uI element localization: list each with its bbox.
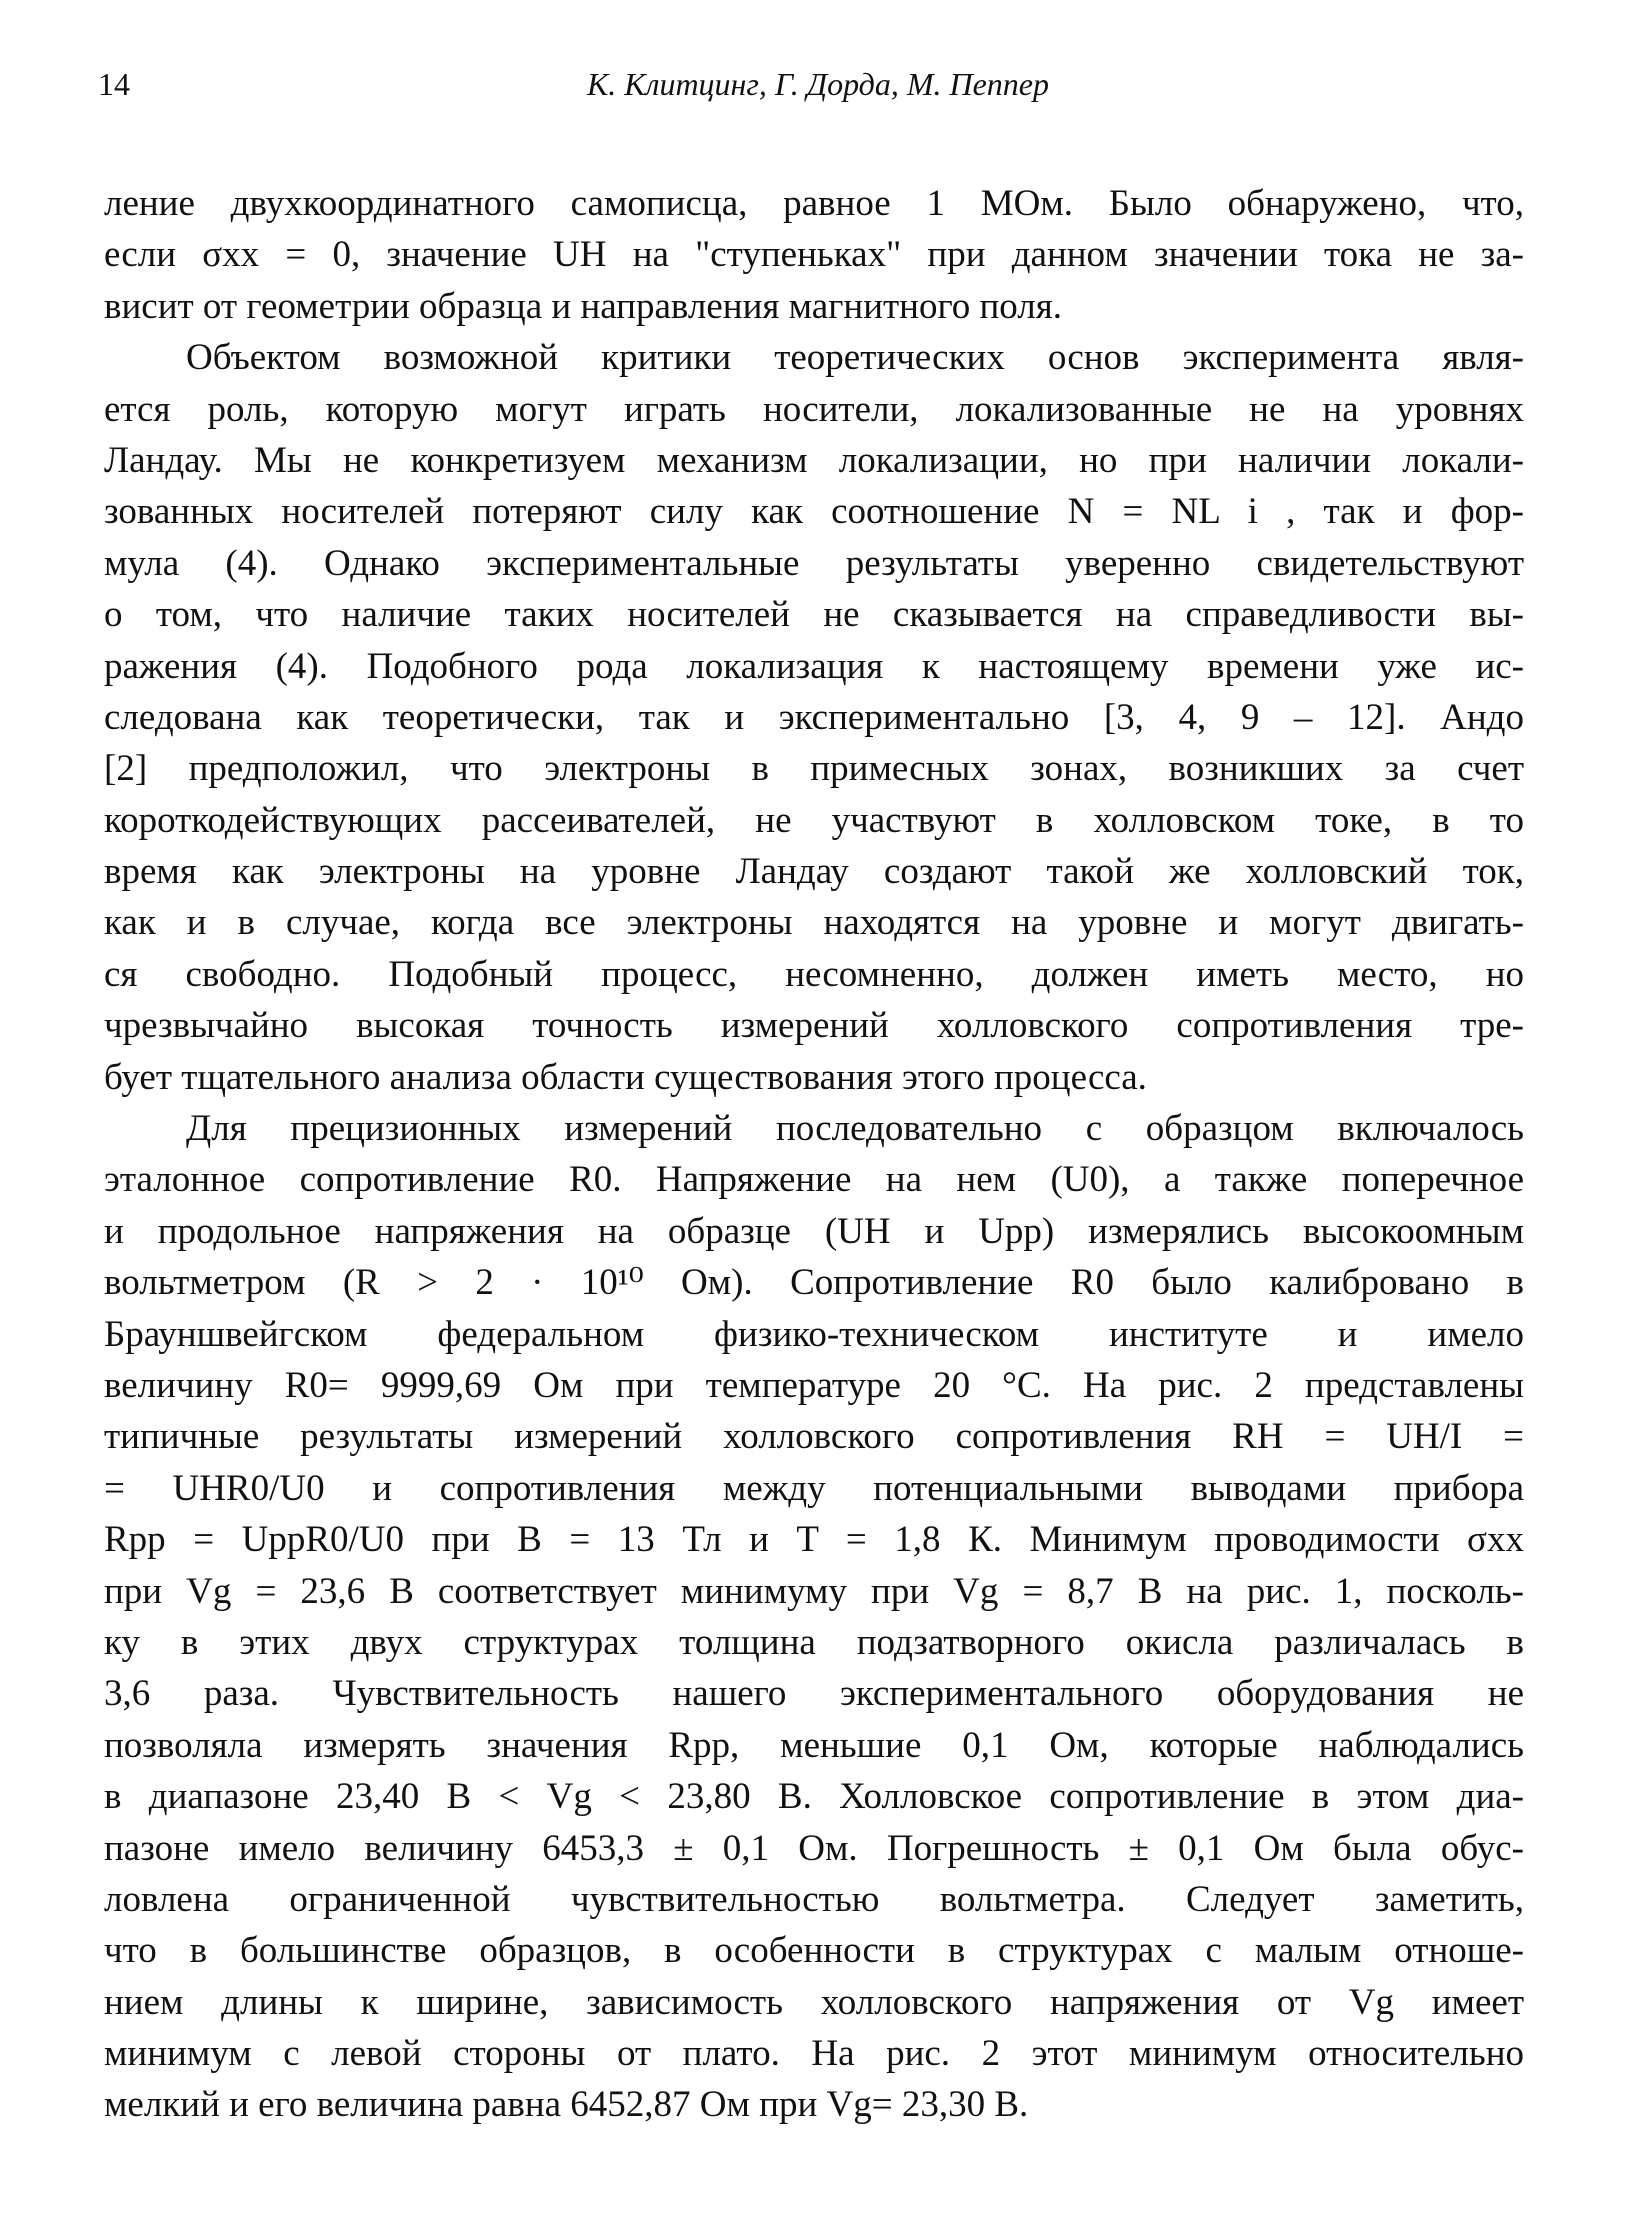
paragraph	[104, 332, 1524, 1103]
text-line: величину R0= 9999,69 Ом при температуре 20 °С. На рис. 2 представлены	[104, 1364, 1524, 1406]
text-line: пазоне имело величину 6453,3 ± 0,1 Ом. Погрешность ± 0,1 Ом была обус-	[104, 1827, 1524, 1869]
text-line: мула (4). Однако экспериментальные результаты уверенно свидетельствуют	[104, 542, 1524, 584]
text-line: мелкий и его величина равна 6452,87 Ом при Vg= 23,30 В.	[104, 2084, 1029, 2126]
text-line: ловлена ограниченной чувствительностью вольтметра. Следует заметить,	[104, 1878, 1524, 1920]
text-line: Объектом возможной критики теоретических основ эксперимента явля-	[186, 337, 1524, 379]
paragraph	[104, 178, 1524, 332]
page-number: 14	[98, 66, 130, 102]
text-line: зованных носителей потеряют силу как соотношение N = NL i , так и фор-	[104, 491, 1524, 533]
text-line: минимум с левой стороны от плато. На рис. 2 этот минимум относительно	[104, 2033, 1524, 2075]
text-line: короткодействующих рассеивателей, не участвуют в холловском токе, в то	[104, 799, 1524, 841]
text-line: при Vg = 23,6 В соответствует минимуму при Vg = 8,7 В на рис. 1, посколь-	[104, 1570, 1524, 1612]
text-line: типичные результаты измерений холловского сопротивления RH = UH/I =	[104, 1416, 1524, 1458]
paragraph	[104, 1103, 1524, 2131]
text-line: Ландау. Мы не конкретизуем механизм локализации, но при наличии локали-	[104, 439, 1524, 481]
text-line: позволяла измерять значения Rpp, меньшие 0,1 Ом, которые наблюдались	[104, 1724, 1524, 1766]
text-line: ку в этих двух структурах толщина подзатворного окисла различалась в	[104, 1621, 1524, 1663]
text-line: следована как теоретически, так и экспериментально [3, 4, 9 – 12]. Андо	[104, 696, 1524, 738]
running-head-authors: К. Клитцинг, Г. Дорда, М. Пеппер	[586, 66, 1049, 102]
text-line: ся свободно. Подобный процесс, несомненно, должен иметь место, но	[104, 953, 1524, 995]
text-line: ление двухкоординатного самописца, равное 1 МОм. Было обнаружено, что,	[104, 183, 1524, 224]
text-line: что в большинстве образцов, в особенности в структурах с малым отноше-	[104, 1930, 1524, 1972]
text-line: 3,6 раза. Чувствительность нашего экспериментального оборудования не	[104, 1673, 1524, 1715]
text-line: если σxx = 0, значение UH на "ступеньках" при данном значении тока не за-	[104, 234, 1524, 276]
text-line: время как электроны на уровне Ландау создают такой же холловский ток,	[104, 851, 1524, 893]
running-header	[98, 66, 1538, 116]
text-line: как и в случае, когда все электроны находятся на уровне и могут двигать-	[104, 902, 1524, 944]
text-line: = UHR0/U0 и сопротивления между потенциальными выводами прибора	[104, 1467, 1524, 1509]
text-line: чрезвычайно высокая точность измерений холловского сопротивления тре-	[104, 1005, 1524, 1047]
text-line: эталонное сопротивление R0. Напряжение на нем (U0), а также поперечное	[104, 1159, 1524, 1201]
text-line: висит от геометрии образца и направления магнитного поля.	[104, 285, 1063, 327]
text-line: о том, что наличие таких носителей не сказывается на справедливости вы-	[104, 594, 1524, 636]
body-text	[104, 178, 1524, 2131]
text-line: Rpp = UppR0/U0 при B = 13 Тл и T = 1,8 К. Минимум проводимости σxx	[104, 1519, 1524, 1561]
text-line: нием длины к ширине, зависимость холловского напряжения от Vg имеет	[104, 1981, 1524, 2023]
text-line: вольтметром (R > 2 · 10¹⁰ Ом). Сопротивление R0 было калибровано в	[104, 1262, 1524, 1304]
text-line: [2] предположил, что электроны в примесных зонах, возникших за счет	[104, 748, 1524, 790]
text-line: ется роль, которую могут играть носители, локализованные не на уровнях	[104, 388, 1524, 430]
text-line: в диапазоне 23,40 В < Vg < 23,80 В. Холловское сопротивление в этом диа-	[104, 1776, 1524, 1818]
text-line: бует тщательного анализа области существования этого процесса.	[104, 1056, 1147, 1098]
text-line: Для прецизионных измерений последовательно с образцом включалось	[186, 1108, 1524, 1150]
text-line: и продольное напряжения на образце (UH и Upp) измерялись высокоомным	[104, 1210, 1524, 1252]
text-line: ражения (4). Подобного рода локализация к настоящему времени уже ис-	[104, 645, 1524, 687]
text-line: Брауншвейгском федеральном физико-техническом институте и имело	[104, 1313, 1524, 1355]
